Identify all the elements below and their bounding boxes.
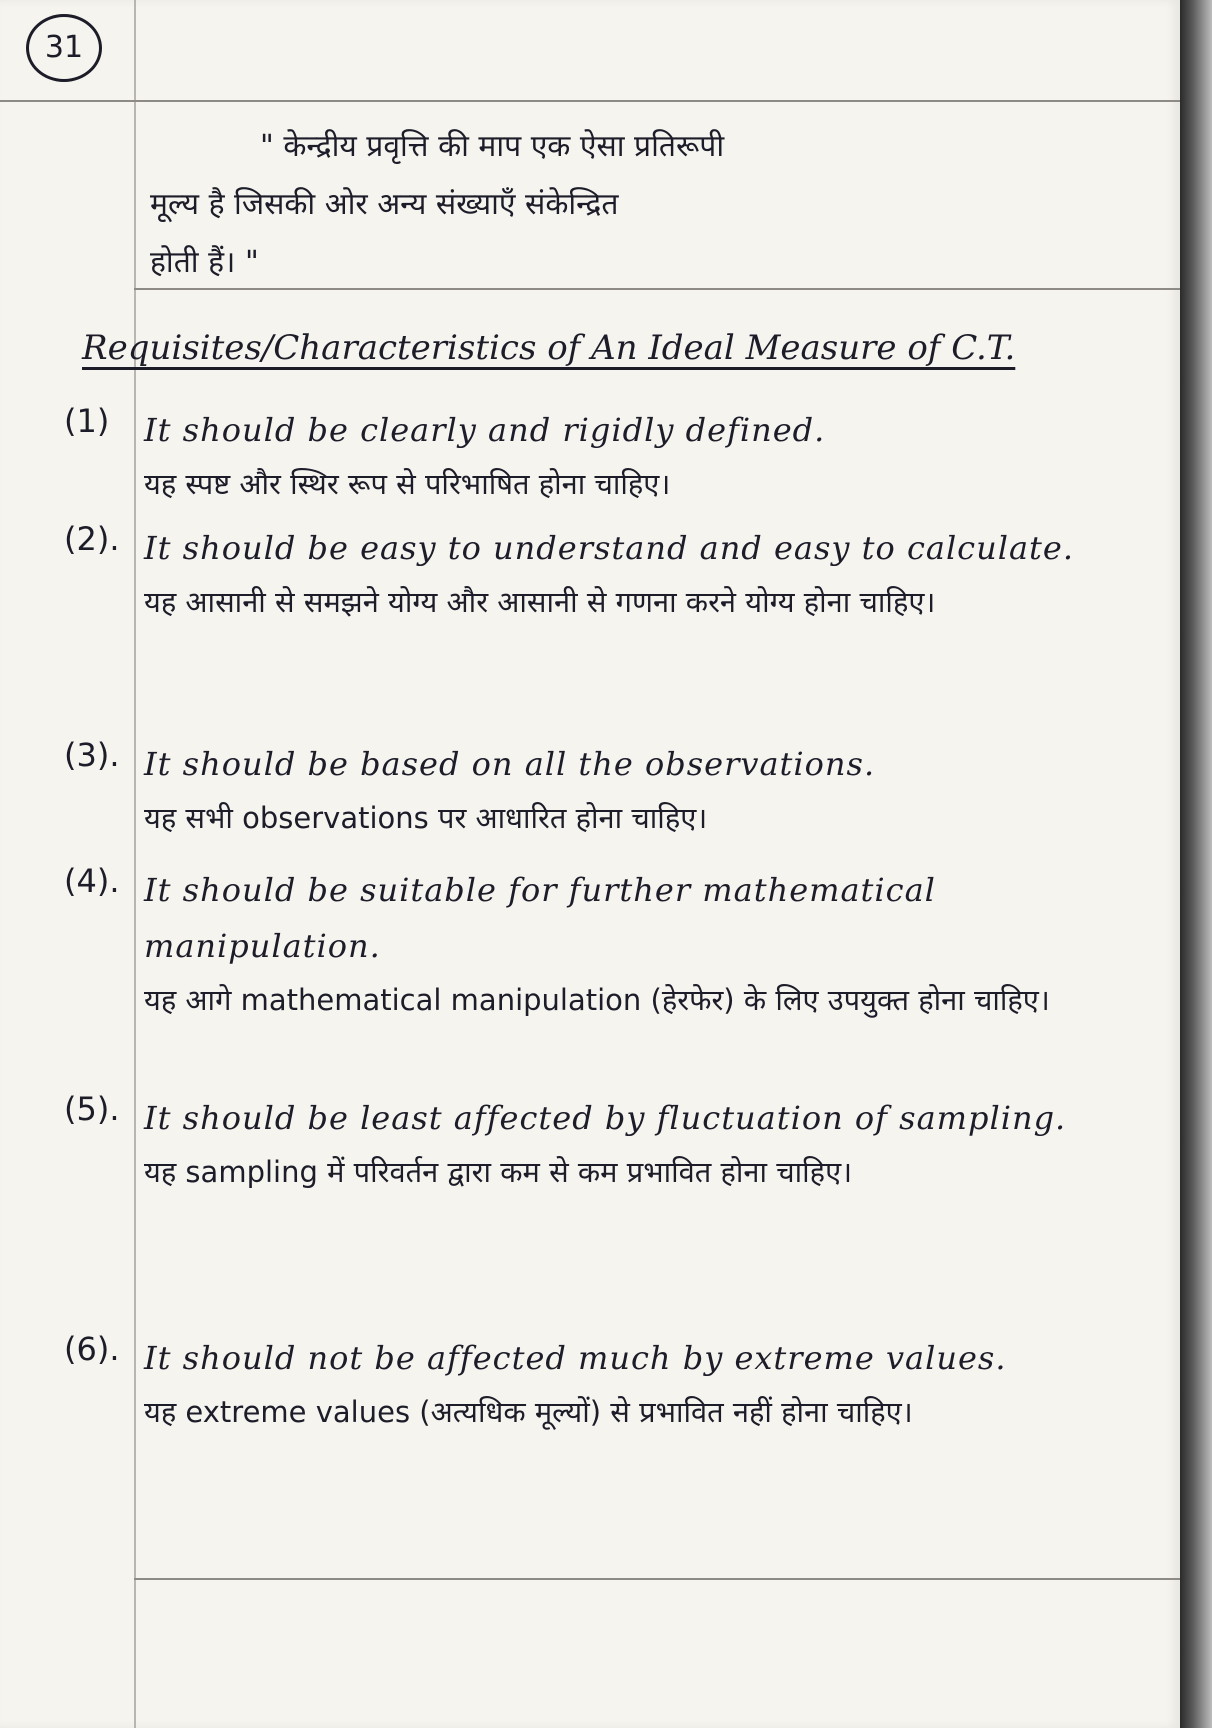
- item-english: It should be suitable for further mathematical manipulation.: [144, 871, 936, 965]
- quote-line: मूल्य है जिसकी ओर अन्य संख्याएँ संकेन्द्रित: [150, 187, 619, 222]
- item-number: (1): [64, 402, 110, 440]
- page-number: 31: [26, 14, 102, 82]
- item-hindi: यह स्पष्ट और स्थिर रूप से परिभाषित होना चाहिए।: [144, 467, 671, 501]
- item-number: (5).: [64, 1090, 120, 1128]
- item-number: (3).: [64, 736, 120, 774]
- item-hindi: यह सभी observations पर आधारित होना चाहिए।: [144, 801, 708, 835]
- item-number: (4).: [64, 862, 120, 900]
- requisite-item: [0, 1330, 1160, 1438]
- requisite-item: [0, 402, 1160, 510]
- quote-line: " केन्द्रीय प्रवृत्ति की माप एक ऐसा प्रतिरूपी: [260, 129, 725, 164]
- item-english: It should be easy to understand and easy to calculate.: [144, 529, 1074, 567]
- item-english: It should be based on all the observations.: [144, 745, 876, 783]
- requisite-item: [0, 520, 1160, 628]
- item-english: It should not be affected much by extreme values.: [144, 1339, 1007, 1377]
- top-rule: [0, 100, 1180, 102]
- section-heading: Requisites/Characteristics of An Ideal Measure of C.T.: [82, 328, 1016, 368]
- item-number: (2).: [64, 520, 120, 558]
- requisite-item: [0, 736, 1160, 844]
- item-hindi: यह sampling में परिवर्तन द्वारा कम से कम प्रभावित होना चाहिए।: [144, 1155, 853, 1189]
- bottom-rule: [134, 1578, 1180, 1580]
- item-hindi: यह आगे mathematical manipulation (हेरफेर) के लिए उपयुक्त होना चाहिए।: [144, 983, 1050, 1017]
- item-hindi: यह extreme values (अत्यधिक मूल्यों) से प्रभावित नहीं होना चाहिए।: [144, 1395, 913, 1429]
- item-english: It should be clearly and rigidly defined.: [144, 411, 826, 449]
- requisite-item: [0, 862, 1160, 1026]
- requisite-item: [0, 1090, 1160, 1198]
- item-number: (6).: [64, 1330, 120, 1368]
- quote-line: होती हैं। ": [150, 245, 259, 280]
- page-edge: [1180, 0, 1212, 1728]
- item-hindi: यह आसानी से समझने योग्य और आसानी से गणना करने योग्य होना चाहिए।: [144, 585, 936, 619]
- hindi-definition-quote: [150, 118, 1110, 292]
- item-english: It should be least affected by fluctuation of sampling.: [144, 1099, 1067, 1137]
